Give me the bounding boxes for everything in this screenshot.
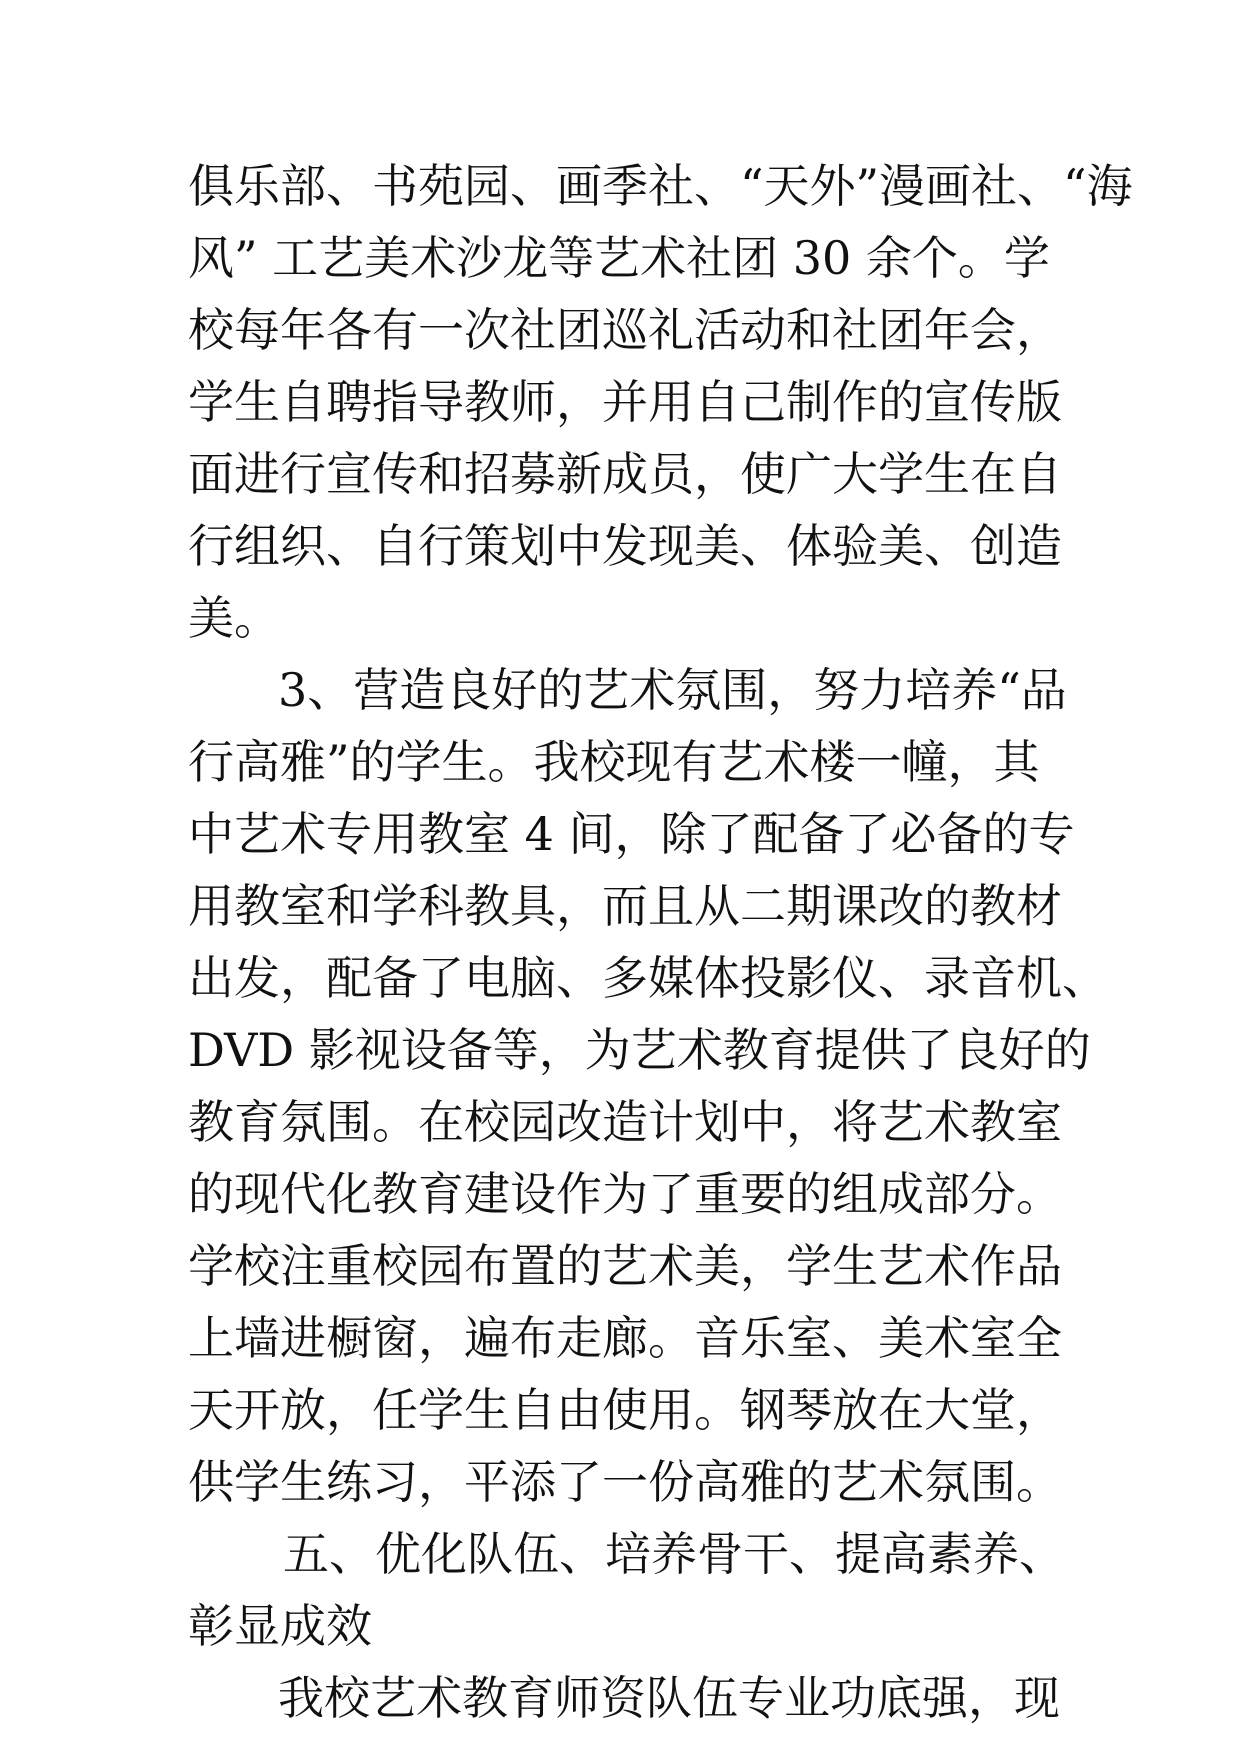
text-line: 行高雅”的学生。我校现有艺术楼一幢，其 <box>188 735 1040 789</box>
text-line: 供学生练习，平添了一份高雅的艺术氛围。 <box>188 1455 1062 1509</box>
text-line: DVD 影视设备等，为艺术教育提供了良好的 <box>188 1023 1091 1077</box>
text-line: 校每年各有一次社团巡礼活动和社团年会， <box>188 303 1062 357</box>
text-line: 天开放，任学生自由使用。钢琴放在大堂， <box>188 1383 1062 1437</box>
text-line: 行组织、自行策划中发现美、体验美、创造 <box>188 519 1062 573</box>
text-line: 出发，配备了电脑、多媒体投影仪、录音机、 <box>188 951 1108 1005</box>
text-line: 的现代化教育建设作为了重要的组成部分。 <box>188 1167 1062 1221</box>
section-heading-line: 彰显成效 <box>188 1599 372 1653</box>
text-line: 用教室和学科教具，而且从二期课改的教材 <box>188 879 1062 933</box>
section-heading-line: 五、优化队伍、培养骨干、提高素养、 <box>283 1527 1065 1581</box>
paragraph-start-line: 我校艺术教育师资队伍专业功底强，现 <box>278 1671 1060 1725</box>
text-line: 风” 工艺美术沙龙等艺术社团 30 余个。学 <box>188 231 1050 285</box>
text-line: 学生自聘指导教师，并用自己制作的宣传版 <box>188 375 1062 429</box>
text-line: 美。 <box>188 591 280 645</box>
text-line: 学校注重校园布置的艺术美，学生艺术作品 <box>188 1239 1062 1293</box>
text-line: 中艺术专用教室 4 间，除了配备了必备的专 <box>188 807 1075 861</box>
text-line: 俱乐部、书苑园、画季社、“天外”漫画社、“海 <box>188 159 1133 213</box>
document-body <box>188 150 1133 1734</box>
text-line: 面进行宣传和招募新成员，使广大学生在自 <box>188 447 1062 501</box>
paragraph-start-line: 3、营造良好的艺术氛围，努力培养“品 <box>278 663 1067 717</box>
text-line: 教育氛围。在校园改造计划中，将艺术教室 <box>188 1095 1062 1149</box>
text-line: 上墙进橱窗，遍布走廊。音乐室、美术室全 <box>188 1311 1062 1365</box>
